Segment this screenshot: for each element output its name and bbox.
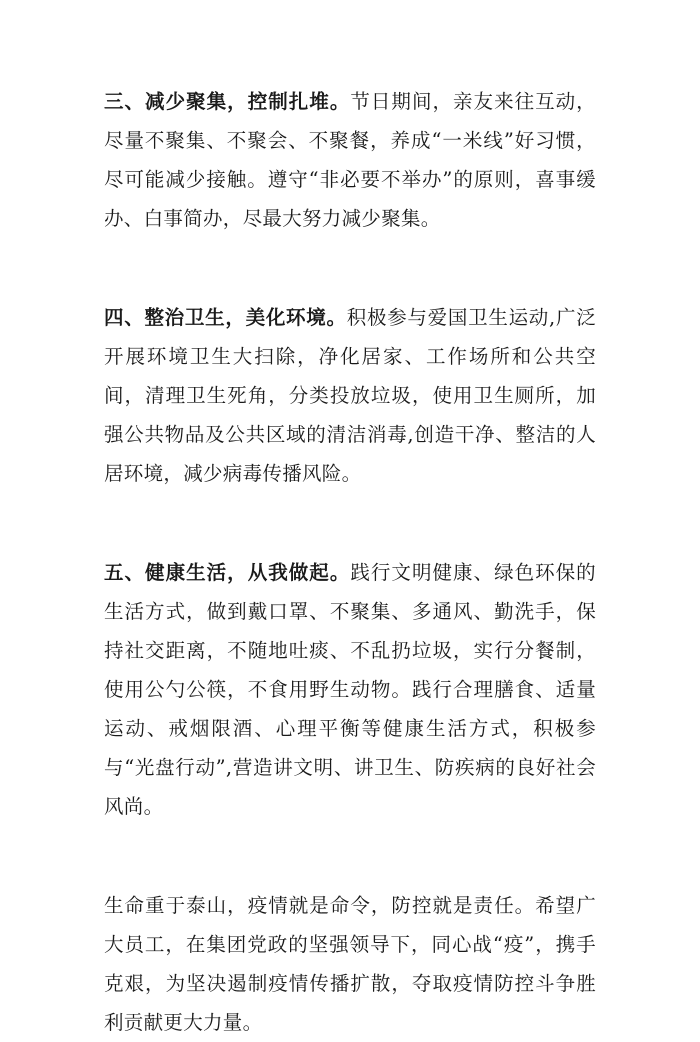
section-five-paragraph (104, 553, 596, 826)
section-four-paragraph (104, 298, 596, 493)
section-three-body: 节日期间，亲友来往互动，尽量不聚集、不聚会、不聚餐，养成“一米线”好习惯，尽可能减少接触。遵守“非必要不举办”的原则，喜事缓办、白事简办，尽最大努力减少聚集。 (104, 90, 596, 230)
section-four-body: 积极参与爱国卫生运动,广泛开展环境卫生大扫除，净化居家、工作场所和公共空间，清理卫生死角，分类投放垃圾，使用卫生厕所，加强公共物品及公共区域的清洁消毒,创造干净、整洁的人居环境，减少病毒传播风险。 (104, 306, 596, 485)
closing-paragraph: 生命重于泰山，疫情就是命令，防控就是责任。希望广大员工，在集团党政的坚强领导下，同心战“疫”，携手克艰，为坚决遏制疫情传播扩散，夺取疫情防控斗争胜利贡献更大力量。 (104, 894, 596, 1034)
section-five-heading: 五、健康生活，从我做起。 (104, 561, 351, 584)
section-five-body: 践行文明健康、绿色环保的生活方式，做到戴口罩、不聚集、多通风、勤洗手，保持社交距离，不随地吐痰、不乱扔垃圾，实行分餐制，使用公勺公筷，不食用野生动物。践行合理膳食、适量运动、戒烟限酒、心理平衡等健康生活方式，积极参与“光盘行动”,营造讲文明、讲卫生、防疾病的良好社会风尚。 (104, 561, 596, 818)
section-three-heading: 三、减少聚集，控制扎堆。 (104, 90, 351, 113)
section-three-paragraph (104, 82, 596, 238)
section-four-heading: 四、整治卫生，美化环境。 (104, 306, 347, 329)
document-body (104, 82, 596, 1042)
